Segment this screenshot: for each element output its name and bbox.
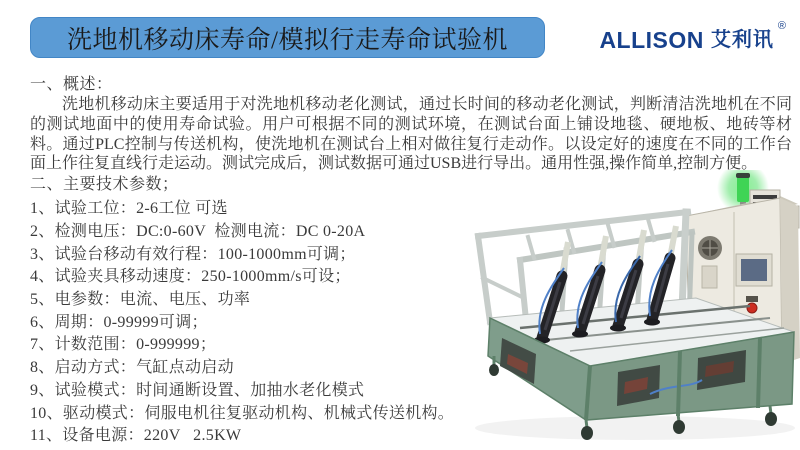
overview-paragraph: 洗地机移动床主要适用于对洗地机移动老化测试，通过长时间的移动老化测试，判断清洁洗地机在不同的测试地面中的使用寿命试验。用户可根据不同的测试环境，在测试台面上铺设地毯、硬地板、地砖等材料。通过PLC控制与传送机构，使洗地机在测试台上相对做往复行走动作。以设定好的速度在不同的工作台面上作往复直线行走运动。测试完成后，测试数据可通过USB进行导出。通用性强,操作简单,控制方便。 <box>30 96 792 173</box>
page-title: 洗地机移动床寿命/模拟行走寿命试验机 <box>67 26 508 54</box>
spec-item: 6、周期：0-99999可调； <box>30 313 208 331</box>
machine-photo <box>450 170 800 450</box>
overview-heading: 一、概述： <box>30 76 113 93</box>
spec-item: 4、试验夹具移动速度：250-1000mm/s可设； <box>30 268 351 286</box>
spec-item: 11、设备电源：220V 2.5KW <box>30 427 242 445</box>
spec-item: 8、启动方式：气缸点动启动 <box>30 359 234 377</box>
logo-brand-text: ALLISON <box>599 27 704 53</box>
brand-logo <box>599 20 786 53</box>
registered-trademark-icon: ® <box>777 20 786 32</box>
spec-item: 7、计数范围：0-999999； <box>30 336 217 354</box>
spec-item: 10、驱动模式：伺服电机往复驱动机构、机械式传送机构。 <box>30 404 455 422</box>
title-banner <box>30 17 545 58</box>
floor-shadow <box>475 416 795 440</box>
emergency-stop-button <box>747 303 757 313</box>
logo-brand-cn-text: 艾利讯 <box>710 29 774 51</box>
spec-item: 1、试验工位：2-6工位 可选 <box>30 200 228 218</box>
spec-item: 9、试验模式：时间通断设置、加抽水老化模式 <box>30 381 365 399</box>
hmi-screen <box>741 259 767 281</box>
specs-heading: 二、主要技术参数； <box>30 176 179 194</box>
spec-item: 5、电参数：电流、电压、功率 <box>30 291 251 308</box>
spec-item: 2、检测电压：DC:0-60V 检测电流：DC 0-20A <box>30 222 366 240</box>
spec-item: 3、试验台移动有效行程：100-1000mm可调； <box>30 245 356 263</box>
